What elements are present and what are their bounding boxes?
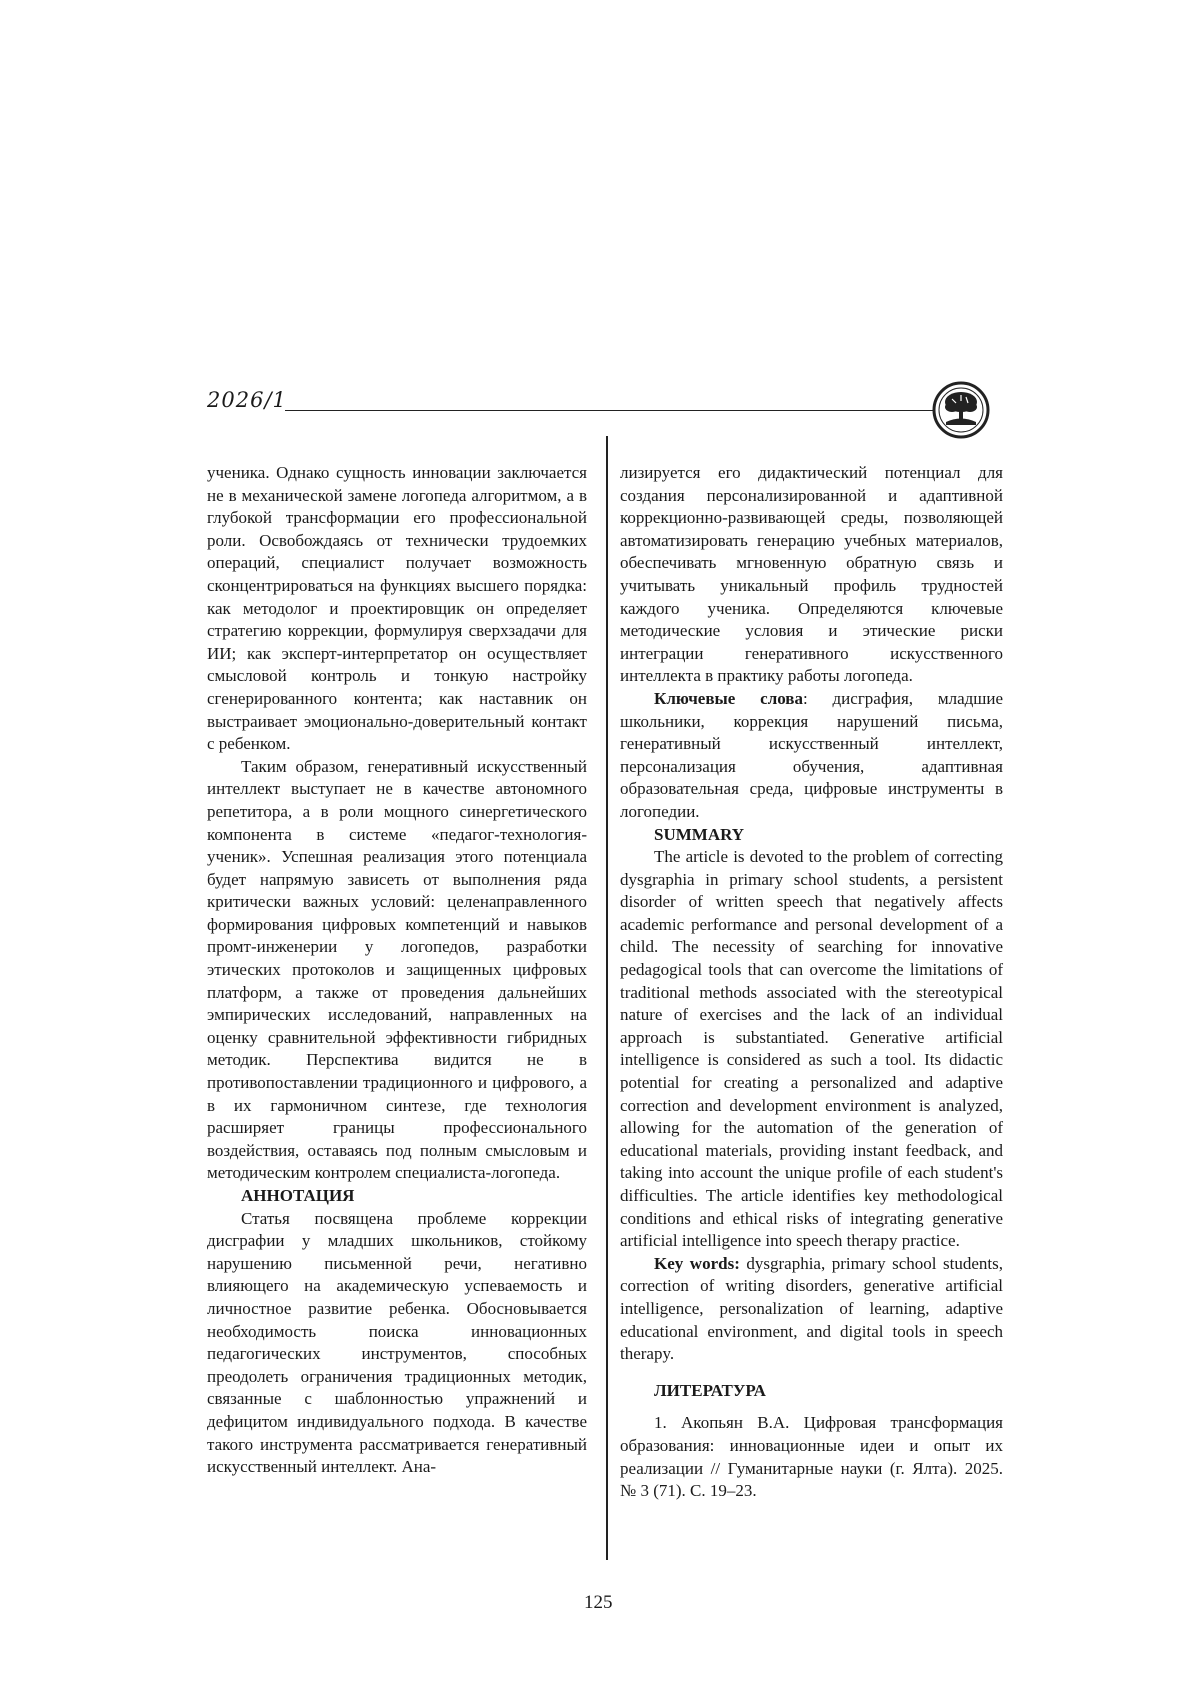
header-rule	[285, 410, 935, 411]
annotation-text: Статья посвящена проблеме коррекции дисграфии у младших школьников, стойкому нарушению письменной речи, негативно влияющего на академическую успеваемость и личностное развитие ребенка. Обосновывается необходимость поиска инновационных педагогических инструментов, способных преодолеть ограничения традиционных методик, связанные с шаблонностью упражнений и дефицитом индивидуального подхода. В качестве такого инструмента рассматривается генеративный искусственный интеллект. Ана-	[207, 1208, 587, 1477]
reference-item: 1. Акопьян В.А. Цифровая трансформация образования: инновационные идеи и опыт их реализации // Гуманитарные науки (г. Ялта). 2025. № 3 (71). С. 19–23.	[620, 1413, 1003, 1501]
issue-number: 2026/1	[207, 388, 287, 412]
key-words-paragraph	[620, 1253, 1003, 1366]
left-column	[207, 462, 587, 1479]
summary-text: The article is devoted to the problem of correcting dysgraphia in primary school students, a persistent disorder of written speech that negatively affects academic performance and personal development of a child. The necessity of searching for innovative pedagogical tools that can overcome the limitations of traditional methods associated with the stereotypical nature of exercises and the lack of an individual approach is substantiated. Generative artificial intelligence is considered as such a tool. Its didactic potential for creating a personalized and adaptive correction and development environment is analyzed, allowing for the automation of the generation of educational materials, providing instant feedback, and taking into account the unique profile of each student's difficulties. The article identifies key methodological conditions and ethical risks of integrating generative artificial intelligence into speech therapy practice.	[620, 847, 1003, 1251]
keywords-text: : дисграфия, младшие школьники, коррекция нарушений письма, генеративный искусственный интеллект, персонализация обучения, адаптивная образовательная среда, цифровые инструменты в логопедии.	[620, 688, 1003, 821]
right-column	[620, 462, 1003, 1503]
keywords-paragraph	[620, 688, 1003, 824]
body-paragraph: Таким образом, генеративный искусственный интеллект выступает не в качестве автономного репетитора, а в роли мощного синергетического компонента в системе «педагог-технология-ученик». Успешная реализация этого потенциала будет напрямую зависеть от выполнения ряда критически важных условий: целенаправленного формирования цифровых компетенций и навыков промт-инженерии у логопедов, разработки этических протоколов и защищенных цифровых платформ, а также от проведения дальнейших эмпирических исследований, направленных на оценку сравнительной эффективности гибридных методик. Перспектива видится не в противопоставлении традиционного и цифрового, а в их гармоничном синтезе, где технология расширяет границы профессионального воздействия, оставаясь под полным смысловым и методическим контролем специалиста-логопеда.	[207, 756, 587, 1183]
keywords-label: Ключевые слова	[654, 688, 803, 708]
column-divider	[606, 436, 608, 1560]
body-paragraph: ученика. Однако сущность инновации заключается не в механической замене логопеда алгоритмом, а в глубокой трансформации его профессиональной роли. Освобождаясь от технически трудоемких операций, специалист получает возможность сконцентрироваться на функциях высшего порядка: как методолог и проектировщик он определяет стратегию коррекции, формулируя сверхзадачи для ИИ; как эксперт-интерпретатор он осуществляет смысловой контроль и тонкую настройку сгенерированного контента; как наставник он выстраивает эмоционально-доверительный контакт с ребенком.	[207, 463, 587, 754]
annotation-heading: АННОТАЦИЯ	[241, 1186, 355, 1205]
key-words-text: dysgraphia, primary school students, correction of writing disorders, generative artificial intelligence, personalization of learning, adaptive educational environment, and digital tools in speech therapy.	[620, 1253, 1003, 1364]
tree-emblem-icon	[932, 381, 990, 439]
literature-heading: ЛИТЕРАТУРА	[654, 1380, 766, 1400]
annotation-continuation: лизируется его дидактический потенциал для создания персонализированной и адаптивной коррекционно-развивающей среды, позволяющей автоматизировать генерацию учебных материалов, обеспечивать мгновенную обратную связь и учитывать уникальный профиль трудностей каждого ученика. Определяются ключевые методические условия и этические риски интеграции генеративного искусственного интеллекта в практику работы логопеда.	[620, 463, 1003, 686]
summary-heading: SUMMARY	[654, 824, 745, 844]
page-number: 125	[584, 1592, 613, 1613]
key-words-label: Key words:	[654, 1253, 740, 1273]
